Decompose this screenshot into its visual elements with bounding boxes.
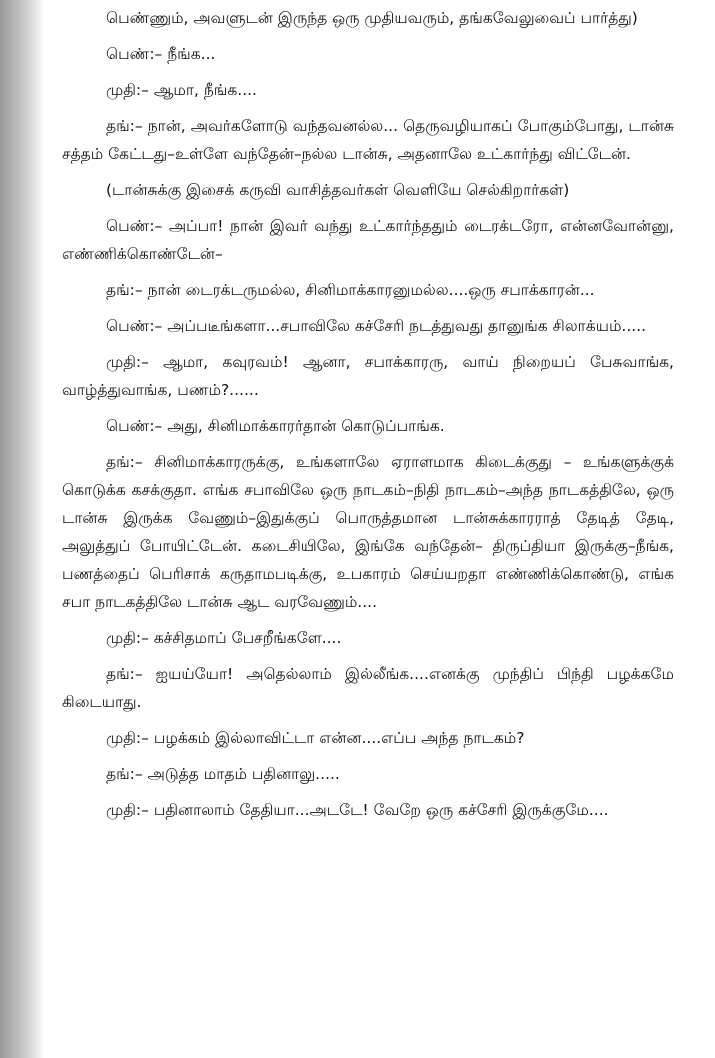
speaker-label: முதி:–: [106, 801, 149, 819]
dialog-line-7: [62, 348, 674, 404]
dialog-line-13: [62, 760, 674, 788]
dialog-text: நான், அவர்களோடு வந்தவனல்ல... தெருவழியாகப் போகும்போது, டான்சு சத்தம் கேட்டது–உள்ளே வந்தேன்–நல்ல டான்சு, அதனாலே உட்கார்ந்து விட்டேன்.: [62, 117, 674, 163]
dialog-line-8: [62, 412, 674, 440]
speaker-label: பெண்:–: [106, 417, 163, 435]
speaker-label: தங்:–: [106, 665, 143, 683]
stage-direction-2: [62, 176, 674, 204]
speaker-label: தங்:–: [106, 281, 143, 299]
dialog-text: கச்சிதமாப் பேசறீங்களே....: [153, 629, 342, 647]
dialog-line-9: [62, 448, 674, 616]
dialog-text: ஆமா, நீங்க....: [153, 81, 257, 99]
book-page: [62, 4, 674, 1054]
dialog-line-10: [62, 624, 674, 652]
dialog-text: பதினாலாம் தேதியா...அடடே! வேறே ஒரு கச்சேரி இருக்குமே....: [153, 801, 609, 819]
dialog-line-14: [62, 796, 674, 824]
speaker-label: தங்:–: [106, 765, 143, 783]
stage-text: (டான்சுக்கு இசைக் கருவி வாசித்தவர்கள் வெளியே செல்கிறார்கள்): [106, 181, 570, 199]
dialog-text: அப்பா! நான் இவர் வந்து உட்கார்ந்ததும் டைரக்டரோ, என்னவோன்னு, எண்ணிக்கொண்டேன்–: [62, 217, 674, 263]
dialog-line-1: [62, 40, 674, 68]
speaker-label: பெண்:–: [106, 317, 163, 335]
speaker-label: முதி:–: [106, 729, 149, 747]
speaker-label: பெண்:–: [106, 45, 163, 63]
dialog-text: ஐயய்யோ! அதெல்லாம் இல்லீங்க....எனக்கு முந்திப் பிந்தி பழக்கமே கிடையாது.: [62, 665, 674, 711]
scan-shadow-edge: [0, 0, 44, 1058]
dialog-line-11: [62, 660, 674, 716]
dialog-line-3: [62, 112, 674, 168]
dialog-text: பழக்கம் இல்லாவிட்டா என்ன....எப்ப அந்த நாடகம்?: [153, 729, 525, 747]
speaker-label: முதி:–: [106, 629, 149, 647]
dialog-line-12: [62, 724, 674, 752]
stage-direction-1: [62, 4, 674, 32]
speaker-label: முதி:–: [106, 353, 149, 371]
dialog-text: அடுத்த மாதம் பதினாலு.....: [147, 765, 340, 783]
stage-text: பெண்ணும், அவளுடன் இருந்த ஒரு முதியவரும், தங்கவேலுவைப் பார்த்து): [106, 9, 638, 27]
dialog-line-2: [62, 76, 674, 104]
dialog-text: அப்படீங்களா...சபாவிலே கச்சேரி நடத்துவது தானுங்க சிலாக்யம்.....: [167, 317, 647, 335]
speaker-label: முதி:–: [106, 81, 149, 99]
dialog-line-4: [62, 212, 674, 268]
speaker-label: பெண்:–: [106, 217, 163, 235]
dialog-text: சினிமாக்காரருக்கு, உங்களாலே ஏராளமாக கிடைக்குது – உங்களுக்குக் கொடுக்க கசக்குதா. எங்க சபாவிலே ஒரு நாடகம்–நிதி நாடகம்–அந்த நாடகத்திலே, ஒரு டான்சு இருக்க வேணும்–இதுக்குப் பொருத்தமான டான்சுக்காரராத் தேடித் தேடி, அலுத்துப் போயிட்டேன். கடைசியிலே, இங்கே வந்தேன்– திருப்தியா இருக்கு–நீங்க, பணத்தைப் பெரிசாக் கருதாமபடிக்கு, உபகாரம் செய்யறதா எண்ணிக்கொண்டு, எங்க சபா நாடகத்திலே டான்சு ஆட வரவேணும்....: [62, 453, 674, 611]
dialog-text: ஆமா, கவுரவம்! ஆனா, சபாக்காரரு, வாய் நிறையப் பேசுவாங்க, வாழ்த்துவாங்க, பணம்?......: [62, 353, 674, 399]
dialog-line-5: [62, 276, 674, 304]
dialog-text: நீங்க...: [167, 45, 216, 63]
speaker-label: தங்:–: [106, 117, 143, 135]
speaker-label: தங்:–: [106, 453, 143, 471]
dialog-text: அது, சினிமாக்காரர்தான் கொடுப்பாங்க.: [167, 417, 445, 435]
dialog-line-6: [62, 312, 674, 340]
dialog-text: நான் டைரக்டருமல்ல, சினிமாக்காரனுமல்ல....ஒரு சபாக்காரன்...: [147, 281, 595, 299]
